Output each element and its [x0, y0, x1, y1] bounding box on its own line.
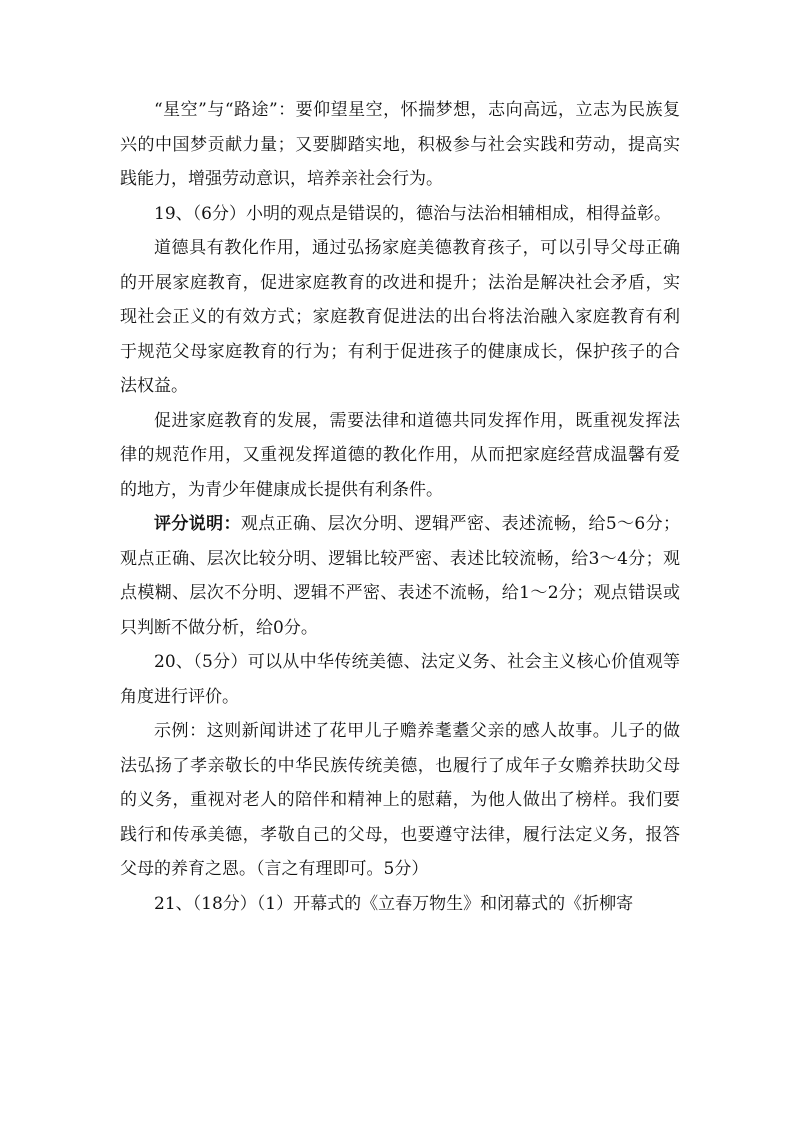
paragraph-q20-example: 示例：这则新闻讲述了花甲儿子赡养耄耋父亲的感人故事。儿子的做法弘扬了孝亲敬长的中华民族传统美德，也履行了成年子女赡养扶助父母的义务，重视对老人的陪伴和精神上的慰藉，为他人做出了榜样。我们要践行和传承美德，孝敬自己的父母，也要遵守法律，履行法定义务，报答父母的养育之恩。（言之有理即可。5分）	[120, 721, 680, 879]
paragraph-family-education: 促进家庭教育的发展，需要法律和道德共同发挥作用，既重视发挥法律的规范作用，又重视发挥道德的教化作用，从而把家庭经营成温馨有爱的地方，为青少年健康成长提供有利条件。	[120, 410, 680, 500]
scoring-notes-label: 评分说明：	[154, 514, 241, 534]
scoring-notes-text: 观点正确、层次分明、逻辑严密、表述流畅，给5～6分；观点正确、层次比较分明、逻辑比较严密、表述比较流畅，给3～4分；观点模糊、层次不分明、逻辑不严密、表述不流畅，给1～2分；观点错误或只判断不做分析，给0分。	[120, 514, 681, 638]
paragraph-stars-and-road: “星空”与“路途”：要仰望星空，怀揣梦想，志向高远，立志为民族复兴的中国梦贡献力量；又要脚踏实地，积极参与社会实践和劳动，提高实践能力，增强劳动意识，培养亲社会行为。	[120, 100, 680, 189]
paragraph-q20-answer: 20、（5分）可以从中华传统美德、法定义务、社会主义核心价值观等角度进行评价。	[120, 652, 680, 707]
document-page	[120, 93, 680, 921]
paragraph-scoring-notes	[120, 507, 680, 645]
paragraph-q21-start: 21、（18分）（1）开幕式的《立春万物生》和闭幕式的《折柳寄	[154, 893, 634, 914]
paragraph-q19-answer: 19、（6分）小明的观点是错误的，德治与法治相辅相成，相得益彰。	[154, 203, 671, 224]
paragraph-morality-and-law: 道德具有教化作用，通过弘扬家庭美德教育孩子，可以引导父母正确的开展家庭教育，促进家庭教育的改进和提升；法治是解决社会矛盾，实现社会正义的有效方式；家庭教育促进法的出台将法治融入家庭教育有利于规范父母家庭教育的行为；有利于促进孩子的健康成长，保护孩子的合法权益。	[120, 238, 680, 396]
